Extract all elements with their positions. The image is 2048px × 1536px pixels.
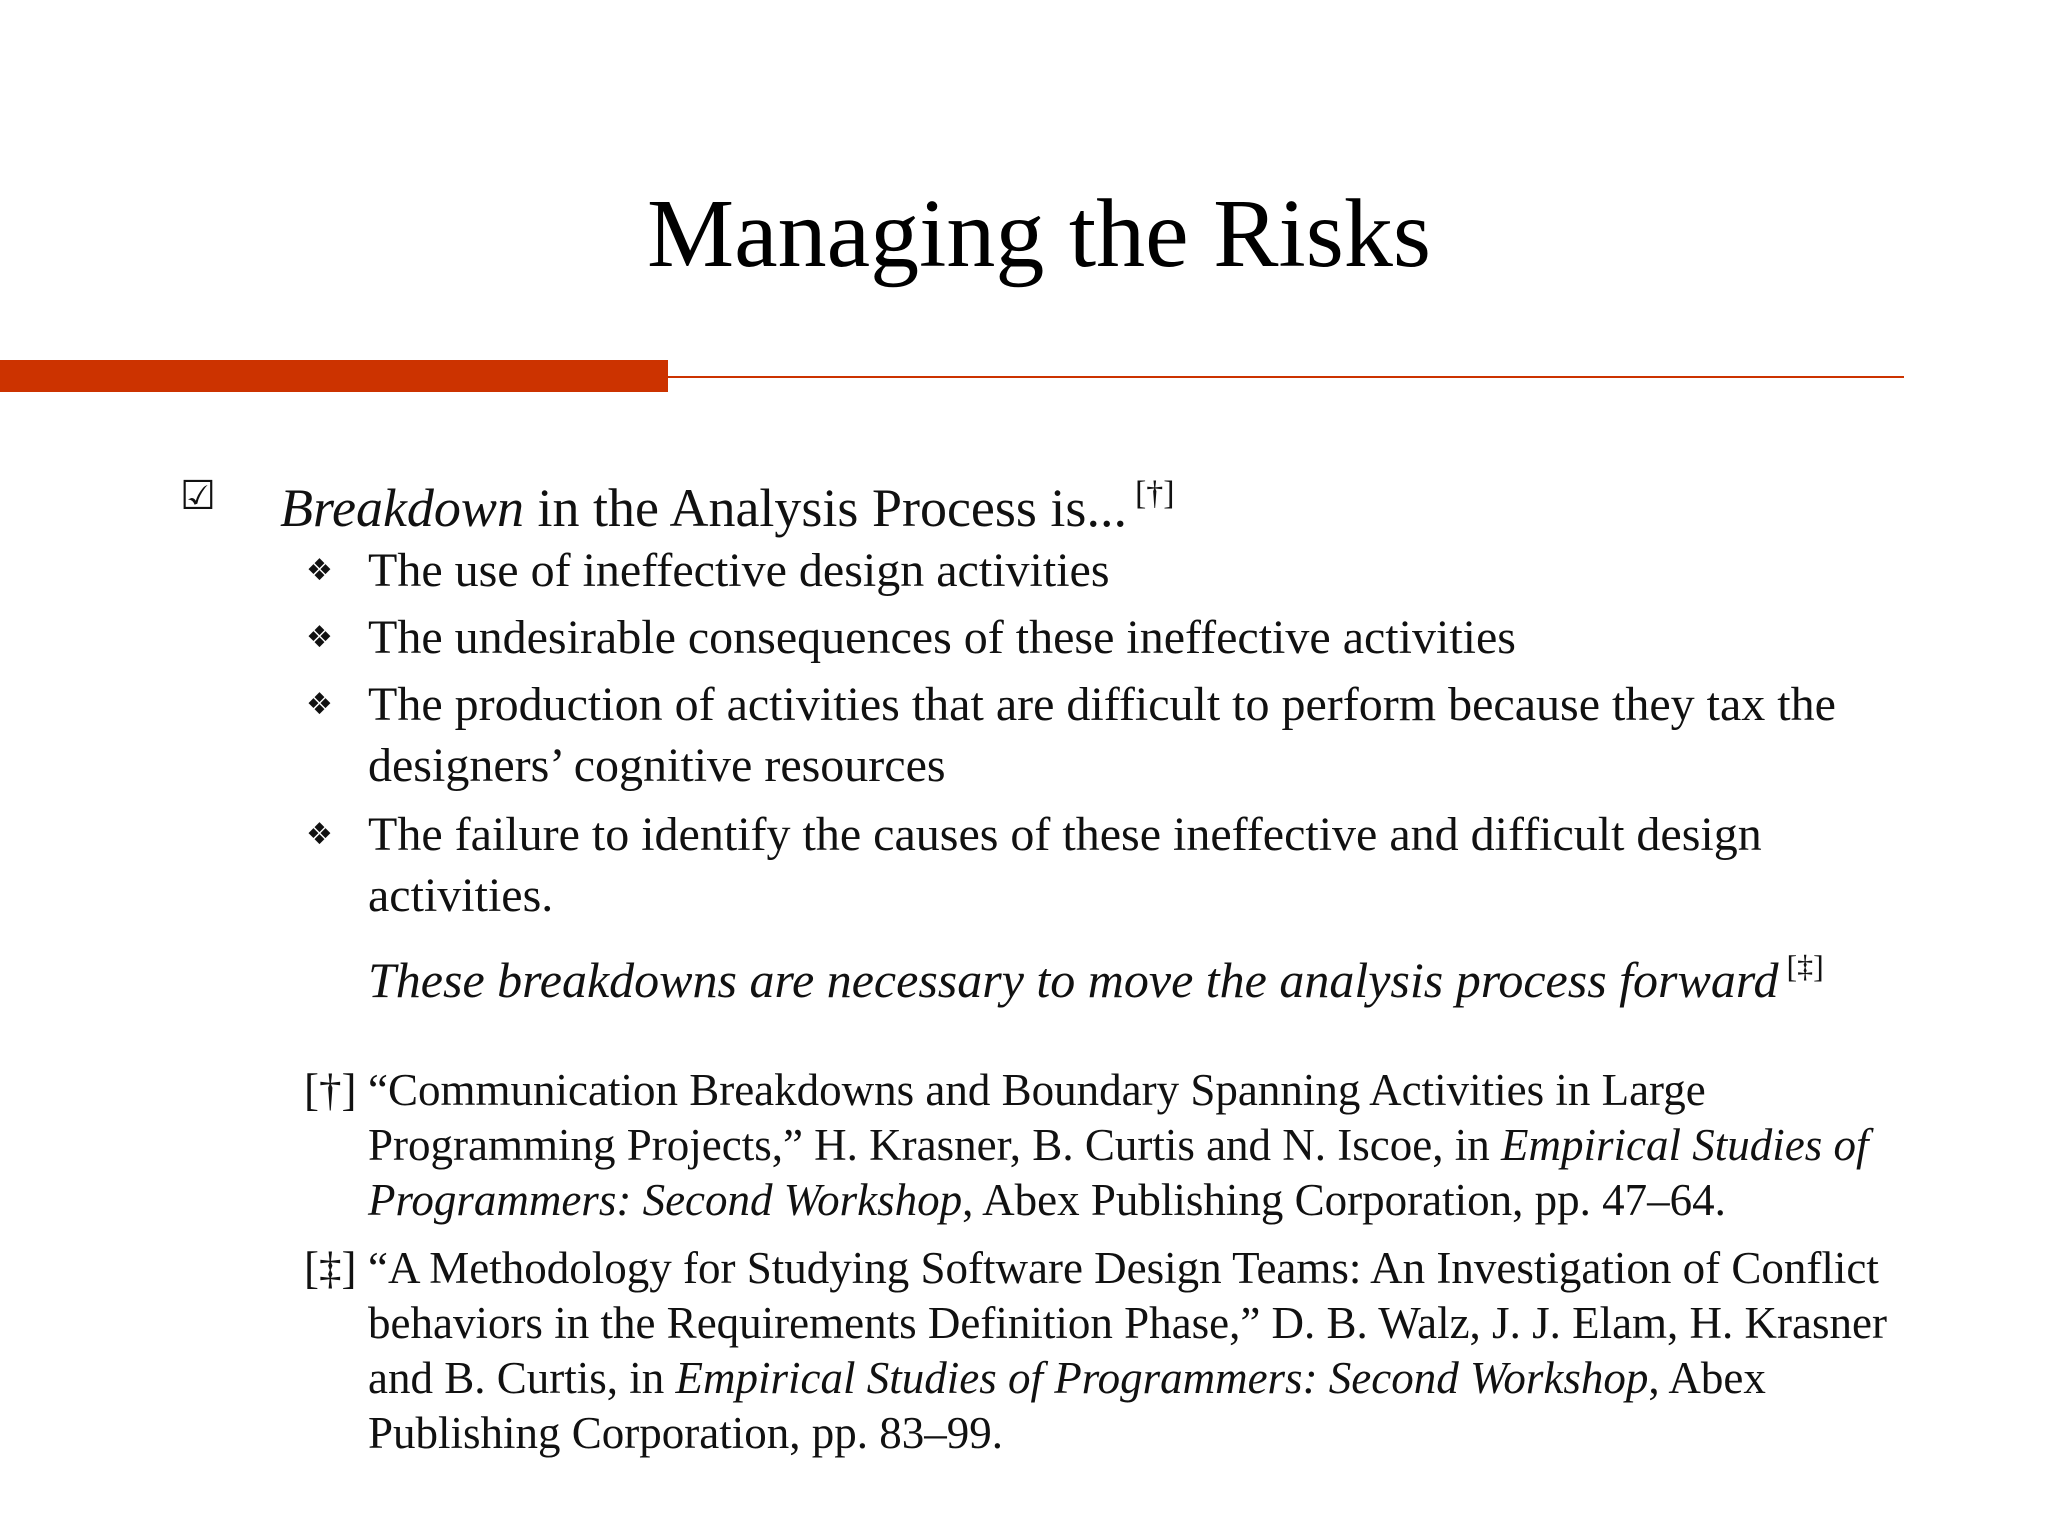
diamond-bullet-icon: ❖ xyxy=(306,553,333,588)
slide-title: Managing the Risks xyxy=(647,180,1431,288)
sub-point-text: The use of ineffective design activities xyxy=(368,544,1110,597)
reference-citation: “Communication Breakdowns and Boundary Spanning Activities in Large Programming Projects,” H. Krasner, B. Curtis and N. Iscoe, in xyxy=(368,1065,1706,1170)
sub-point xyxy=(306,674,1886,796)
reference-text xyxy=(368,1063,1904,1228)
reference-publication: Empirical Studies of Programmers: Second Workshop xyxy=(675,1353,1649,1403)
title-accent-bar xyxy=(0,360,668,392)
sub-point-text: The undesirable consequences of these ineffective activities xyxy=(368,611,1516,664)
reference-publication: Empirical Studies of Programmers: Second Workshop xyxy=(368,1120,1869,1225)
main-point-italic-word: Breakdown xyxy=(280,478,524,538)
main-point-rest: in the Analysis Process is... xyxy=(523,478,1127,538)
main-point-text xyxy=(280,462,1175,540)
reference-citation: “A Methodology for Studying Software Design Teams: An Investigation of Conflict behaviors in the Requirements Definition Phase,” D. B. Walz, J. J. Elam, H. Krasner and B. Curtis, in xyxy=(368,1243,1887,1403)
diamond-bullet-icon: ❖ xyxy=(306,687,333,722)
reference-publisher: , Abex Publishing Corporation, pp. 83–99. xyxy=(368,1353,1766,1458)
reference-tag: [‡] xyxy=(304,1243,357,1293)
checked-box-icon: ☑ xyxy=(180,473,216,518)
reference-item xyxy=(304,1063,1904,1228)
sub-point xyxy=(306,607,1886,668)
diamond-bullet-icon: ❖ xyxy=(306,817,333,852)
reference-item xyxy=(304,1241,1904,1461)
diamond-bullet-icon: ❖ xyxy=(306,620,333,655)
main-point-footnote-mark: [†] xyxy=(1134,475,1175,512)
sub-point-text: The production of activities that are difficult to perform because they tax the designers’ cognitive resources xyxy=(368,678,1836,792)
note-text: These breakdowns are necessary to move the analysis process forward xyxy=(368,952,1779,1008)
reference-tag: [†] xyxy=(304,1065,357,1115)
sub-point xyxy=(306,804,1886,926)
sub-point-text: The failure to identify the causes of these ineffective and difficult design activities. xyxy=(368,808,1762,922)
reference-publisher: , Abex Publishing Corporation, pp. 47–64. xyxy=(962,1175,1726,1225)
reference-text xyxy=(368,1241,1904,1461)
sub-point xyxy=(306,540,1886,601)
note-footnote-mark: [‡] xyxy=(1786,948,1824,984)
note xyxy=(368,934,1824,1012)
title-divider-line xyxy=(668,376,1904,378)
